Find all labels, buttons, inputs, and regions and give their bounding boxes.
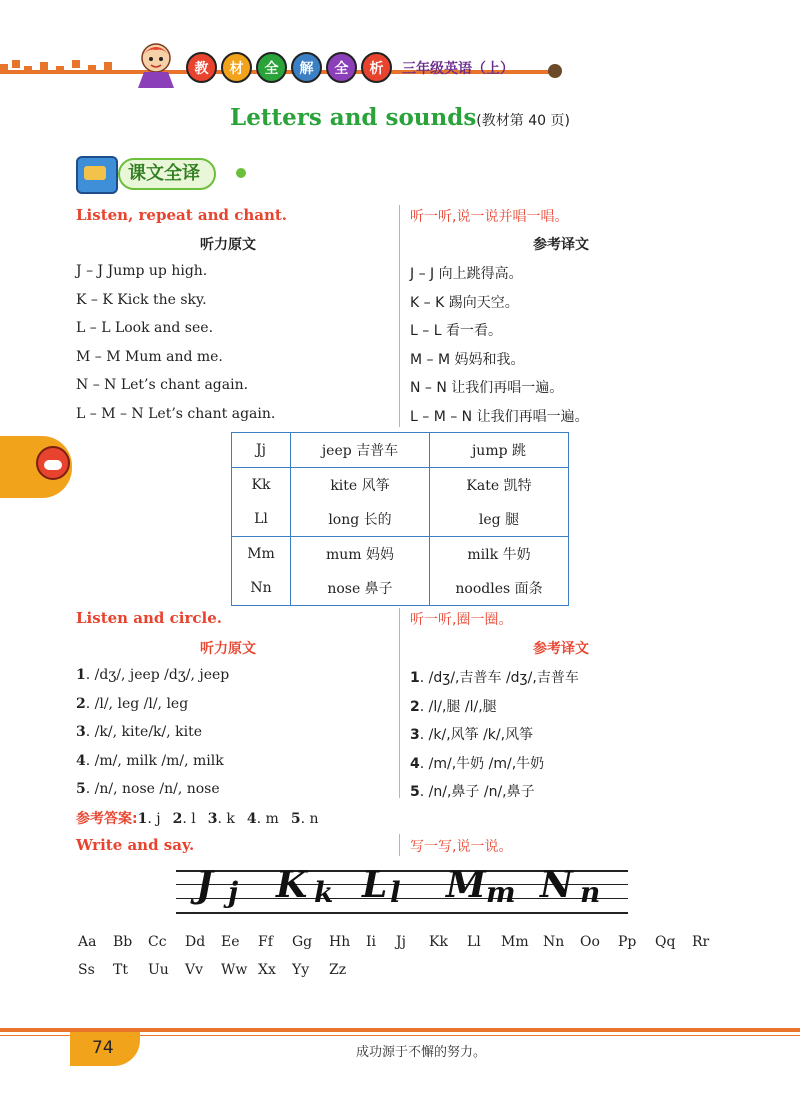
item-number: 3 (76, 724, 86, 740)
alphabet-pair: Ff (258, 934, 273, 950)
chant-line-zh: L – M – N 让我们再唱一遍。 (410, 409, 589, 425)
part2-sub-left: 听力原文 (200, 641, 256, 657)
listen-line (410, 724, 533, 744)
answer-text: . j (147, 811, 161, 827)
answer-number: 3 (207, 811, 218, 827)
staff-letter: J (196, 864, 214, 906)
vocab-row (232, 537, 569, 572)
listen-line (76, 667, 229, 683)
alphabet-pair: Bb (113, 934, 133, 950)
title-sub: (教材第 40 页) (476, 113, 570, 129)
chant-line-zh: M – M 妈妈和我。 (410, 351, 525, 368)
item-number: 2 (410, 698, 420, 715)
part1-sub-left: 听力原文 (200, 237, 256, 253)
listen-line (410, 781, 535, 801)
vocab-word-1: long 长的 (291, 502, 430, 537)
listen-line (410, 696, 497, 716)
item-text: . /m/, milk /m/, milk (85, 752, 224, 769)
part2-sub-right: 参考译文 (533, 641, 589, 657)
handwriting-staff (176, 862, 628, 920)
section-label: 课文全译 (118, 158, 216, 190)
alphabet-row-2 (78, 962, 366, 978)
answer-item (208, 811, 235, 827)
vocab-word-1: kite 风筝 (291, 468, 430, 503)
item-text: . /l/,腿 /l/,腿 (419, 698, 497, 715)
listen-line (410, 667, 579, 687)
item-number: 1 (410, 670, 420, 686)
answer-text: . n (300, 811, 319, 827)
part1-heading-en: Listen, repeat and chant. (76, 206, 288, 224)
alphabet-pair: Rr (692, 934, 710, 950)
answer-number: 2 (172, 811, 183, 827)
item-number: 5 (410, 784, 420, 800)
vocab-row (232, 433, 569, 468)
alphabet-pair: Nn (543, 934, 565, 950)
answer-text: . l (182, 811, 196, 827)
column-divider-3 (399, 834, 400, 856)
vocab-word-1: mum 妈妈 (291, 537, 430, 572)
staff-letter: m (486, 876, 516, 909)
vocab-letter: Mm (232, 537, 291, 572)
item-text: . /dʒ/, jeep /dʒ/, jeep (85, 667, 230, 683)
item-text: . /l/, leg /l/, leg (85, 695, 189, 712)
vocab-letter: Nn (232, 571, 291, 606)
answer-item (291, 811, 319, 827)
listen-line (410, 753, 544, 773)
chant-line-en: N – N Let’s chant again. (76, 377, 249, 394)
listen-line (76, 781, 220, 797)
answer-number: 5 (290, 811, 301, 827)
item-text: . /m/,牛奶 /m/,牛奶 (419, 755, 545, 772)
vocab-letter: Ll (232, 502, 291, 537)
item-number: 4 (410, 755, 420, 772)
vocab-word-2: leg 腿 (430, 502, 569, 537)
part3-heading-zh: 写一写,说一说。 (410, 839, 513, 855)
alphabet-pair: Jj (396, 934, 406, 950)
mascot-girl-icon (130, 38, 182, 90)
alphabet-pair: Zz (329, 962, 347, 978)
header-pill: 全 (256, 52, 287, 83)
header-end-dot (548, 64, 562, 78)
alphabet-pair: Hh (329, 934, 351, 950)
vocab-table (231, 432, 569, 606)
vocab-letter: Kk (232, 468, 291, 503)
chant-line-en: L – M – N Let’s chant again. (76, 406, 276, 422)
chant-line-en: J – J Jump up high. (76, 263, 208, 279)
answer-item (138, 811, 161, 827)
header-title-pills (186, 52, 392, 83)
item-text: . /n/, nose /n/, nose (85, 781, 220, 797)
chant-line-en: L – L Look and see. (76, 320, 214, 337)
part1-sub-right: 参考译文 (533, 237, 589, 253)
part2-heading-zh: 听一听,圈一圈。 (410, 612, 513, 628)
answer-item (247, 811, 279, 827)
listen-line (76, 724, 202, 740)
vocab-word-1: jeep 吉普车 (291, 433, 430, 468)
badge-tail-dot (236, 168, 246, 178)
staff-letter: N (540, 864, 573, 906)
header-pill: 材 (221, 52, 252, 83)
alphabet-pair: Qq (655, 934, 676, 950)
header-pill: 析 (361, 52, 392, 83)
item-text: . /k/, kite/k/, kite (85, 724, 203, 740)
part3-heading-en: Write and say. (76, 836, 195, 854)
alphabet-row-1 (78, 934, 722, 950)
alphabet-pair: Ii (366, 934, 377, 950)
vocab-word-2: noodles 面条 (430, 571, 569, 606)
answer-number: 1 (137, 811, 148, 827)
alphabet-pair: Ss (78, 962, 95, 978)
part2-heading-en: Listen and circle. (76, 609, 222, 627)
staff-letter: L (362, 864, 388, 906)
fox-face-icon (36, 446, 70, 480)
vocab-row (232, 468, 569, 503)
answer-text: . k (217, 811, 235, 827)
header-pill: 全 (326, 52, 357, 83)
staff-letter: k (314, 876, 334, 909)
alphabet-pair: Ee (221, 934, 240, 950)
answer-text: . m (256, 811, 279, 827)
item-text: . /k/,风筝 /k/,风筝 (419, 727, 534, 743)
answer-item (173, 811, 196, 827)
chant-line-en: K – K Kick the sky. (76, 291, 207, 308)
staff-letter: M (446, 864, 486, 906)
alphabet-pair: Pp (618, 934, 637, 950)
title-main: Letters and sounds (230, 104, 477, 131)
column-divider-2 (399, 608, 400, 798)
staff-letter: j (228, 876, 239, 909)
vocab-word-1: nose 鼻子 (291, 571, 430, 606)
part1-heading-zh: 听一听,说一说并唱一唱。 (410, 209, 569, 225)
vocab-word-2: Kate 凯特 (430, 468, 569, 503)
alphabet-pair: Oo (580, 934, 600, 950)
alphabet-pair: Gg (292, 934, 313, 950)
book-icon (76, 156, 118, 194)
staff-letter: K (276, 864, 308, 906)
item-number: 5 (76, 781, 86, 797)
chant-line-zh: L – L 看一看。 (410, 323, 502, 340)
alphabet-pair: Cc (148, 934, 167, 950)
alphabet-pair: Xx (258, 962, 276, 978)
alphabet-pair: Yy (292, 962, 310, 978)
chant-line-zh: K – K 踢向天空。 (410, 294, 519, 311)
item-number: 4 (76, 752, 86, 769)
alphabet-pair: Tt (113, 962, 128, 978)
alphabet-pair: Dd (185, 934, 206, 950)
alphabet-pair: Kk (429, 934, 448, 950)
vocab-row (232, 502, 569, 537)
item-number: 2 (76, 695, 86, 712)
chant-line-en: M – M Mum and me. (76, 348, 223, 365)
listen-line (76, 753, 224, 769)
header-decoration (0, 60, 130, 78)
item-text: . /n/,鼻子 /n/,鼻子 (419, 784, 535, 800)
item-number: 3 (410, 727, 420, 743)
staff-letter: l (390, 876, 401, 909)
section-badge (76, 150, 246, 196)
alphabet-pair: Vv (185, 962, 204, 978)
vocab-row (232, 571, 569, 606)
item-text: . /dʒ/,吉普车 /dʒ/,吉普车 (419, 670, 579, 686)
vocab-letter: Jj (232, 433, 291, 468)
page-title (0, 104, 800, 131)
vocab-word-2: jump 跳 (430, 433, 569, 468)
alphabet-pair: Ll (467, 934, 481, 950)
answer-key-label: 参考答案: (76, 811, 138, 827)
header-pill: 教 (186, 52, 217, 83)
answer-number: 4 (246, 811, 257, 827)
chant-line-zh: J – J 向上跳得高。 (410, 266, 523, 282)
alphabet-pair: Aa (78, 934, 97, 950)
alphabet-pair: Ww (221, 962, 248, 978)
grade-label: 三年级英语（上） (402, 61, 514, 77)
listen-line (76, 696, 188, 712)
answer-key (76, 808, 331, 828)
chant-line-zh: N – N 让我们再唱一遍。 (410, 380, 564, 397)
alphabet-pair: Uu (148, 962, 169, 978)
page-number: 74 (92, 1038, 114, 1058)
header-pill: 解 (291, 52, 322, 83)
vocab-word-2: milk 牛奶 (430, 537, 569, 572)
item-number: 1 (76, 667, 86, 683)
staff-letter: n (580, 876, 601, 909)
footer-motto: 成功源于不懈的努力。 (356, 1045, 487, 1060)
alphabet-pair: Mm (501, 934, 529, 950)
column-divider (399, 205, 400, 427)
